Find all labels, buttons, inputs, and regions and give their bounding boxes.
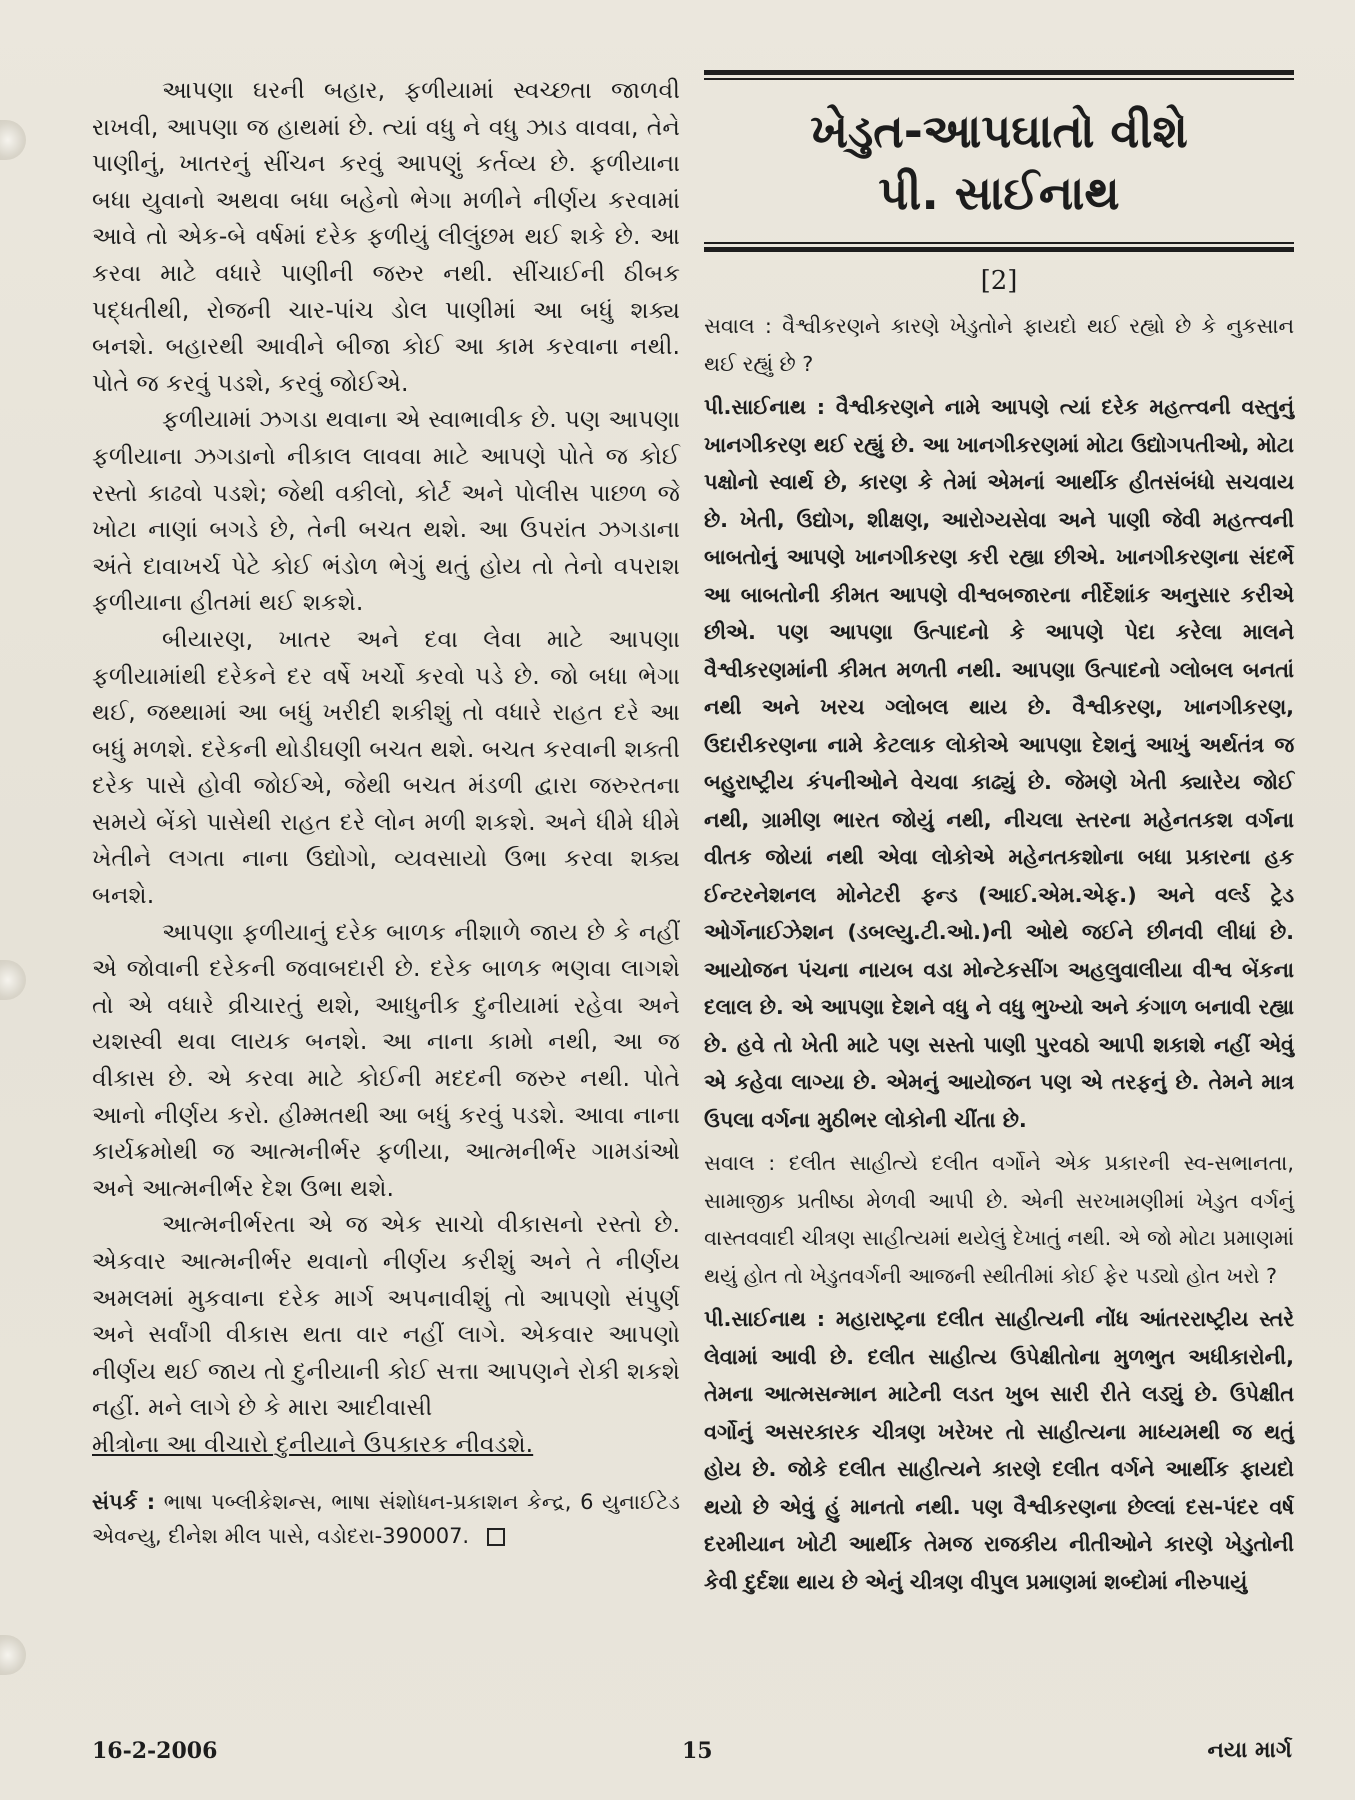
left-column (92, 72, 680, 1553)
left-paragraph-2: ફળીયામાં ઝગડા થવાના એ સ્વાભાવીક છે. પણ આપણા ફળીયાના ઝગડાનો નીકાલ લાવવા માટે આપણે પોતે જ કોઈ રસ્તો કાઢવો પડશે; જેથી વકીલો, કોર્ટ અને પોલીસ પાછળ જે ખોટા નાણાં બગડે છે, તેની બચત થશે. આ ઉપરાંત ઝગડાના અંતે દાવાખર્ચ પેટે કોઈ ભંડોળ ભેગું થતું હોય તો તેનો વપરાશ ફળીયાના હીતમાં થઈ શકશે. (92, 405, 680, 617)
left-paragraph-3: બીયારણ, ખાતર અને દવા લેવા માટે આપણા ફળીયામાંથી દરેકને દર વર્ષે ખર્ચો કરવો પડે છે. જો બધા ભેગા થઈ, જથ્થામાં આ બધું ખરીદી શકીશું તો વધારે રાહત દરે આ બધું મળશે. દરેકની થોડીઘણી બચત થશે. બચત કરવાની શક્તી દરેક પાસે હોવી જોઈએ, જેથી બચત મંડળી દ્વારા જરુરતના સમયે બેંકો પાસેથી રાહત દરે લોન મળી શકશે. અને ધીમે ધીમે ખેતીને લગતા નાના ઉદ્યોગો, વ્યવસાયો ઉભા કરવા શક્ય બનશે. (92, 624, 680, 910)
contact-text: ભાષા પબ્લીકેશન્સ, ભાષા સંશોધન-પ્રકાશન કેન્દ્ર, 6 યુનાઈટેડ એવન્યુ, દીનેશ મીલ પાસે, વડોદરા-390007. (92, 1489, 680, 1548)
contact-info (92, 1485, 680, 1553)
punch-hole (0, 1635, 26, 1675)
closing-line-text: મીત્રોના આ વીચારો દુનીયાને ઉપકારક નીવડશે. (92, 1429, 534, 1458)
article-title (704, 100, 1294, 224)
article-author: પી. સાઈનાથ (878, 166, 1120, 220)
answer-1: પી.સાઈનાથ : વૈશ્વીકરણને નામે આપણે ત્યાં દરેક મહત્ત્વની વસ્તુનું ખાનગીકરણ થઈ રહ્યું છે. આ ખાનગીકરણમાં મોટા ઉદ્યોગપતીઓ, મોટા પક્ષોનો સ્વાર્થ છે, કારણ કે તેમાં એમનાં આર્થીક હીતસંબંધો સચવાય છે. ખેતી, ઉદ્યોગ, શીક્ષણ, આરોગ્યસેવા અને પાણી જેવી મહત્ત્વની બાબતોનું આપણે ખાનગીકરણ કરી રહ્યા છીએ. ખાનગીકરણના સંદર્ભે આ બાબતોની કીમત આપણે વીશ્વબજારના નીર્દેશાંક અનુસાર કરીએ છીએ. પણ આપણા ઉત્પાદનો કે આપણે પેદા કરેલા માલને વૈશ્વીકરણમાંની કીમત મળતી નથી. આપણા ઉત્પાદનો ગ્લોબલ બનતાં નથી અને ખરચ ગ્લોબલ થાય છે. વૈશ્વીકરણ, ખાનગીકરણ, ઉદારીકરણના નામે કેટલાક લોકોએ આપણા દેશનું આખું અર્થતંત્ર જ બહુરાષ્ટ્રીય કંપનીઓને વેચવા કાઢ્યું છે. જેમણે ખેતી ક્યારેય જોઈ નથી, ગ્રામીણ ભારત જોયું નથી, નીચલા સ્તરના મહેનતકશ વર્ગના વીતક જોયાં નથી એવા લોકોએ મહેનતકશોના બધા પ્રકારના હક ઈન્ટરનેશનલ મોનેટરી ફન્ડ (આઈ.એમ.એફ.) અને વર્લ્ડ ટ્રેડ ઓર્ગેનાઈઝેશન (ડબલ્યુ.ટી.ઓ.)ની ઓથે જઈને છીનવી લીધાં છે. આયોજન પંચના નાયબ વડા મોન્ટેકસીંગ અહલુવાલીયા વીશ્વ બેંકના દલાલ છે. એ આપણા દેશને વધુ ને વધુ ભુખ્યો અને કંગાળ બનાવી રહ્યા છે. હવે તો ખેતી માટે પણ સસ્તો પાણી પુરવઠો આપી શકાશે નહીં એવું એ કહેવા લાગ્યા છે. એમનું આયોજન પણ એ તરફનું છે. તેમને માત્ર ઉપલા વર્ગના મુઠીભર લોકોની ચીંતા છે. (704, 395, 1294, 1132)
title-rule-bottom (704, 247, 1294, 252)
left-closing-line (92, 1426, 680, 1463)
publication-name: નયા માર્ગ (1207, 1738, 1292, 1763)
title-rule-bottom-thin (704, 242, 1294, 244)
left-paragraph-1: આપણા ઘરની બહાર, ફળીયામાં સ્વચ્છતા જાળવી રાખવી, આપણા જ હાથમાં છે. ત્યાં વધુ ને વધુ ઝાડ વાવવા, તેને પાણીનું, ખાતરનું સીંચન કરવું આપણું કર્તવ્ય છે. ફળીયાના બધા યુવાનો અથવા બધા બહેનો ભેગા મળીને નીર્ણય કરવામાં આવે તો એક-બે વર્ષમાં દરેક ફળીયું લીલુંછમ થઈ શકે છે. આ કરવા માટે વધારે પાણીની જરુર નથી. સીંચાઈની ઠીબક પદ્ધતીથી, રોજની ચાર-પાંચ ડોલ પાણીમાં આ બધું શક્ય બનશે. બહારથી આવીને બીજા કોઈ આ કામ કરવાના નથી. પોતે જ કરવું પડશે, કરવું જોઈએ. (92, 76, 680, 397)
question-2: સવાલ : દલીત સાહીત્યે દલીત વર્ગોને એક પ્રકારની સ્વ-સભાનતા, સામાજીક પ્રતીષ્ઠા મેળવી આપી છે. એની સરખામણીમાં ખેડુત વર્ગનું વાસ્તવવાદી ચીત્રણ સાહીત્યમાં થયેલું દેખાતું નથી. એ જો મોટા પ્રમાણમાં થયું હોત તો ખેડુતવર્ગની આજની સ્થીતીમાં કોઈ ફેર પડ્યો હોત ખરો ? (704, 1151, 1294, 1288)
title-rule-top-thin (704, 78, 1294, 80)
end-square-icon (487, 1528, 505, 1546)
issue-date: 16-2-2006 (92, 1738, 218, 1764)
punch-hole (0, 120, 26, 160)
punch-hole (0, 960, 26, 1000)
article-title-line1: ખેડુત-આપઘાતો વીશે (810, 104, 1188, 158)
page-footer (92, 1738, 1292, 1768)
left-paragraph-5: આત્મનીર્ભરતા એ જ એક સાચો વીકાસનો રસ્તો છે. એકવાર આત્મનીર્ભર થવાનો નીર્ણય કરીશું અને તે નીર્ણય અમલમાં મુકવાના દરેક માર્ગ અપનાવીશું તો આપણો સંપુર્ણ અને સર્વાંગી વીકાસ થતા વાર નહીં લાગે. એકવાર આપણો નીર્ણય થઈ જાય તો દુનીયાની કોઈ સત્તા આપણને રોકી શકશે નહીં. મને લાગે છે કે મારા આદીવાસી (92, 1210, 680, 1422)
right-column (704, 70, 1294, 1607)
question-1: સવાલ : વૈશ્વીકરણને કારણે ખેડુતોને ફાયદો થઈ રહ્યો છે કે નુકસાન થઈ રહ્યું છે ? (704, 314, 1294, 376)
title-rule-top (704, 70, 1294, 75)
part-number: [2] (980, 266, 1018, 296)
contact-label: સંપર્ક : (92, 1489, 156, 1514)
page-number: 15 (682, 1738, 713, 1764)
answer-2: પી.સાઈનાથ : મહારાષ્ટ્રના દલીત સાહીત્યની નોંધ આંતરરાષ્ટ્રીય સ્તરે લેવામાં આવી છે. દલીત સાહીત્ય ઉપેક્ષીતોના મુળભુત અધીકારોની, તેમના આત્મસન્માન માટેની લડત ખુબ સારી રીતે લડ્યું છે. ઉપેક્ષીત વર્ગોનું અસરકારક ચીત્રણ ખરેખર તો સાહીત્યના માધ્યમથી જ થતું હોય છે. જોકે દલીત સાહીત્યને કારણે દલીત વર્ગને આર્થીક ફાયદો થયો છે એવું હું માનતો નથી. પણ વૈશ્વીકરણના છેલ્લાં દસ-પંદર વર્ષ દરમીયાન ખોટી આર્થીક તેમજ રાજકીય નીતીઓને કારણે ખેડુતોની કેવી દુર્દશા થાય છે એનું ચીત્રણ વીપુલ પ્રમાણમાં શબ્દોમાં નીરુપાયું (704, 1307, 1294, 1594)
left-paragraph-4: આપણા ફળીયાનું દરેક બાળક નીશાળે જાય છે કે નહીં એ જોવાની દરેકની જવાબદારી છે. દરેક બાળક ભણવા લાગશે તો એ વધારે વ્રીચારતું થશે, આધુનીક દુનીયામાં રહેવા અને યશસ્વી થવા લાયક બનશે. આ નાના કામો નથી, આ જ વીકાસ છે. એ કરવા માટે કોઈની મદદની જરુર નથી. પોતે આનો નીર્ણય કરો. હીમ્મતથી આ બધું કરવું પડશે. આવા નાના કાર્યક્રમોથી જ આત્મનીર્ભર ફળીયા, આત્મનીર્ભર ગામડાંઓ અને આત્મનીર્ભર દેશ ઉભા થશે. (92, 917, 680, 1202)
